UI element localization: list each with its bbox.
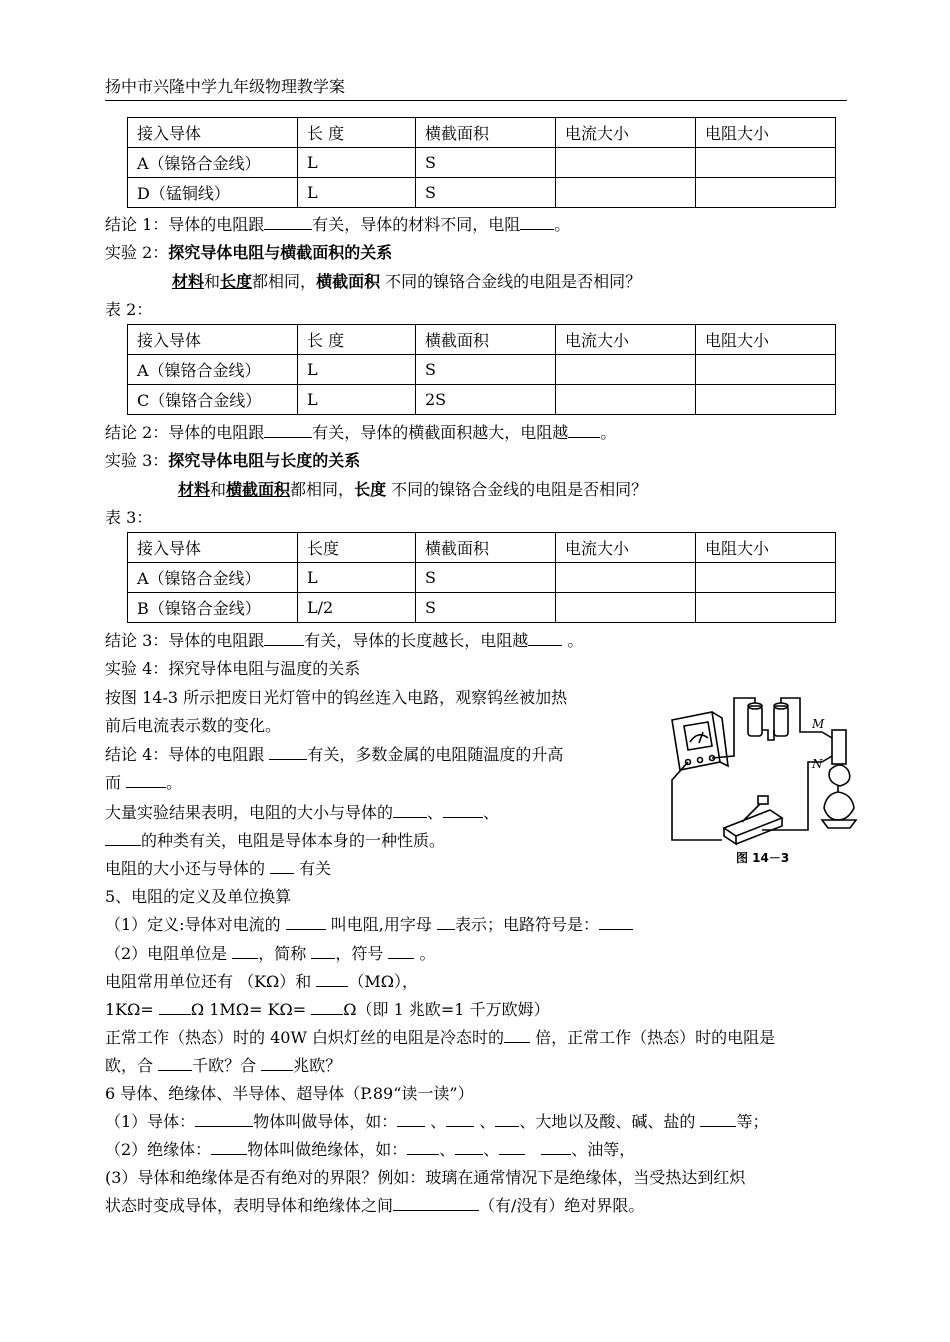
- table-row: [128, 385, 836, 415]
- summary-line-1: 大量实验结果表明，电阻的大小与导体的 、 、: [105, 803, 500, 822]
- table-1: [127, 117, 836, 208]
- lamp-question-2: 欧，合 千欧？合 兆欧？: [105, 1056, 342, 1075]
- experiment-4-text-1: 按图 14-3 所示把废日光灯管中的钨丝连入电路，观察钨丝被加热: [105, 688, 568, 707]
- header-cell: 长度: [298, 533, 416, 563]
- experiment-3-question: 材料和横截面积都相同，长度 不同的镍铬合金线的电阻是否相同？: [178, 480, 648, 499]
- table-cell: S: [416, 593, 556, 623]
- conclusion-3: 结论 3：导体的电阻跟 有关，导体的长度越长，电阻越 。: [105, 631, 584, 650]
- table-cell: B（镍铬合金线）: [128, 593, 298, 623]
- summary-line-3: 电阻的大小还与导体的 有关: [105, 859, 332, 878]
- table-cell: S: [416, 563, 556, 593]
- insulator-line: （2）绝缘体： 物体叫做绝缘体，如： 、 、 、油等，: [105, 1140, 636, 1159]
- table-header-row: [128, 118, 836, 148]
- header-cell: 电流大小: [556, 118, 696, 148]
- table-cell: [556, 593, 696, 623]
- header-cell: 接入导体: [128, 325, 298, 355]
- table-3: [127, 532, 836, 623]
- conductor-line: （1）导体： 物体叫做导体，如： 、 、 、大地以及酸、碱、盐的 等；: [105, 1112, 769, 1131]
- table-cell: A（镍铬合金线）: [128, 563, 298, 593]
- table-2-label: 表 2：: [105, 300, 153, 319]
- table-cell: S: [416, 148, 556, 178]
- page-header: 扬中市兴隆中学九年级物理教学案: [105, 76, 847, 101]
- table-cell: L/2: [298, 593, 416, 623]
- header-cell: 横截面积: [416, 118, 556, 148]
- table-cell: [556, 148, 696, 178]
- experiment-4-title: 实验 4：探究导体电阻与温度的关系: [105, 659, 361, 678]
- lamp-question-1: 正常工作（热态）时的 40W 白炽灯丝的电阻是冷态时的 倍，正常工作（热态）时的电阻是: [105, 1028, 776, 1047]
- experiment-3-title: 实验 3：探究导体电阻与长度的关系: [105, 451, 361, 470]
- experiment-2-title: 实验 2：探究导体电阻与横截面积的关系: [105, 243, 393, 262]
- definition-line: （1）定义:导体对电流的 叫电阻,用字母 表示；电路符号是：: [105, 913, 633, 937]
- boundary-question-1: (3）导体和绝缘体是否有绝对的界限？例如：玻璃在通常情况下是绝缘体，当受热达到红炽: [105, 1168, 746, 1187]
- label-m: M: [812, 717, 825, 731]
- table-cell: L: [298, 385, 416, 415]
- table-row: [128, 148, 836, 178]
- table-cell: L: [298, 355, 416, 385]
- unit-line: （2）电阻单位是 ，简称 ，符号 。: [105, 944, 436, 963]
- summary-line-2: 的种类有关，电阻是导体本身的一种性质。: [105, 829, 445, 853]
- conclusion-4: 结论 4：导体的电阻跟 有关，多数金属的电阻随温度的升高: [105, 745, 564, 764]
- table-cell: [556, 355, 696, 385]
- table-cell: [696, 385, 836, 415]
- table-cell: [696, 355, 836, 385]
- section-6-heading: 6 导体、绝缘体、半导体、超导体（P.89“读一读”）: [105, 1084, 474, 1103]
- header-cell: 长 度: [298, 325, 416, 355]
- header-cell: 电阻大小: [696, 533, 836, 563]
- header-cell: 电阻大小: [696, 325, 836, 355]
- table-row: [128, 178, 836, 208]
- table-cell: S: [416, 355, 556, 385]
- table-row: [128, 355, 836, 385]
- circuit-figure: [662, 690, 862, 870]
- table-row: [128, 593, 836, 623]
- experiment-2-question: 材料和长度都相同，横截面积 不同的镍铬合金线的电阻是否相同？: [172, 272, 642, 291]
- table-header-row: [128, 533, 836, 563]
- table-cell: [696, 563, 836, 593]
- table-3-label: 表 3：: [105, 508, 153, 527]
- table-cell: L: [298, 148, 416, 178]
- conclusion-4-cont: 而 。: [105, 773, 183, 792]
- header-cell: 横截面积: [416, 325, 556, 355]
- table-cell: A（镍铬合金线）: [128, 148, 298, 178]
- conversion-line: 1KΩ= Ω 1MΩ= KΩ= Ω（即 1 兆欧=1 千万欧姆）: [105, 1000, 550, 1019]
- circuit-diagram: [662, 690, 862, 870]
- header-cell: 电流大小: [556, 325, 696, 355]
- figure-caption: 图 14－3: [736, 851, 790, 865]
- table-cell: A（镍铬合金线）: [128, 355, 298, 385]
- table-cell: C（镍铬合金线）: [128, 385, 298, 415]
- table-cell: [556, 563, 696, 593]
- table-cell: [556, 385, 696, 415]
- table-cell: 2S: [416, 385, 556, 415]
- header-cell: 电流大小: [556, 533, 696, 563]
- table-cell: [696, 178, 836, 208]
- header-cell: 接入导体: [128, 533, 298, 563]
- header-cell: 横截面积: [416, 533, 556, 563]
- conclusion-1: 结论 1：导体的电阻跟 有关，导体的材料不同，电阻 。: [105, 215, 571, 234]
- experiment-4-text-2: 前后电流表示数的变化。: [105, 716, 282, 735]
- section-5-heading: 5、电阻的定义及单位换算: [105, 887, 292, 906]
- table-cell: [696, 593, 836, 623]
- conclusion-2: 结论 2：导体的电阻跟 有关，导体的横截面积越大，电阻越 。: [105, 423, 617, 442]
- table-header-row: [128, 325, 836, 355]
- table-cell: D（锰铜线）: [128, 178, 298, 208]
- boundary-question-2: 状态时变成导体，表明导体和绝缘体之间 （有/没有）绝对界限。: [105, 1196, 645, 1215]
- table-cell: L: [298, 178, 416, 208]
- header-cell: 电阻大小: [696, 118, 836, 148]
- table-row: [128, 563, 836, 593]
- table-2: [127, 324, 836, 415]
- label-n: N: [812, 757, 823, 771]
- table-cell: L: [298, 563, 416, 593]
- header-cell: 长 度: [298, 118, 416, 148]
- common-units-line: 电阻常用单位还有 （KΩ）和 （MΩ），: [105, 972, 419, 991]
- table-cell: [696, 148, 836, 178]
- table-cell: S: [416, 178, 556, 208]
- table-cell: [556, 178, 696, 208]
- header-cell: 接入导体: [128, 118, 298, 148]
